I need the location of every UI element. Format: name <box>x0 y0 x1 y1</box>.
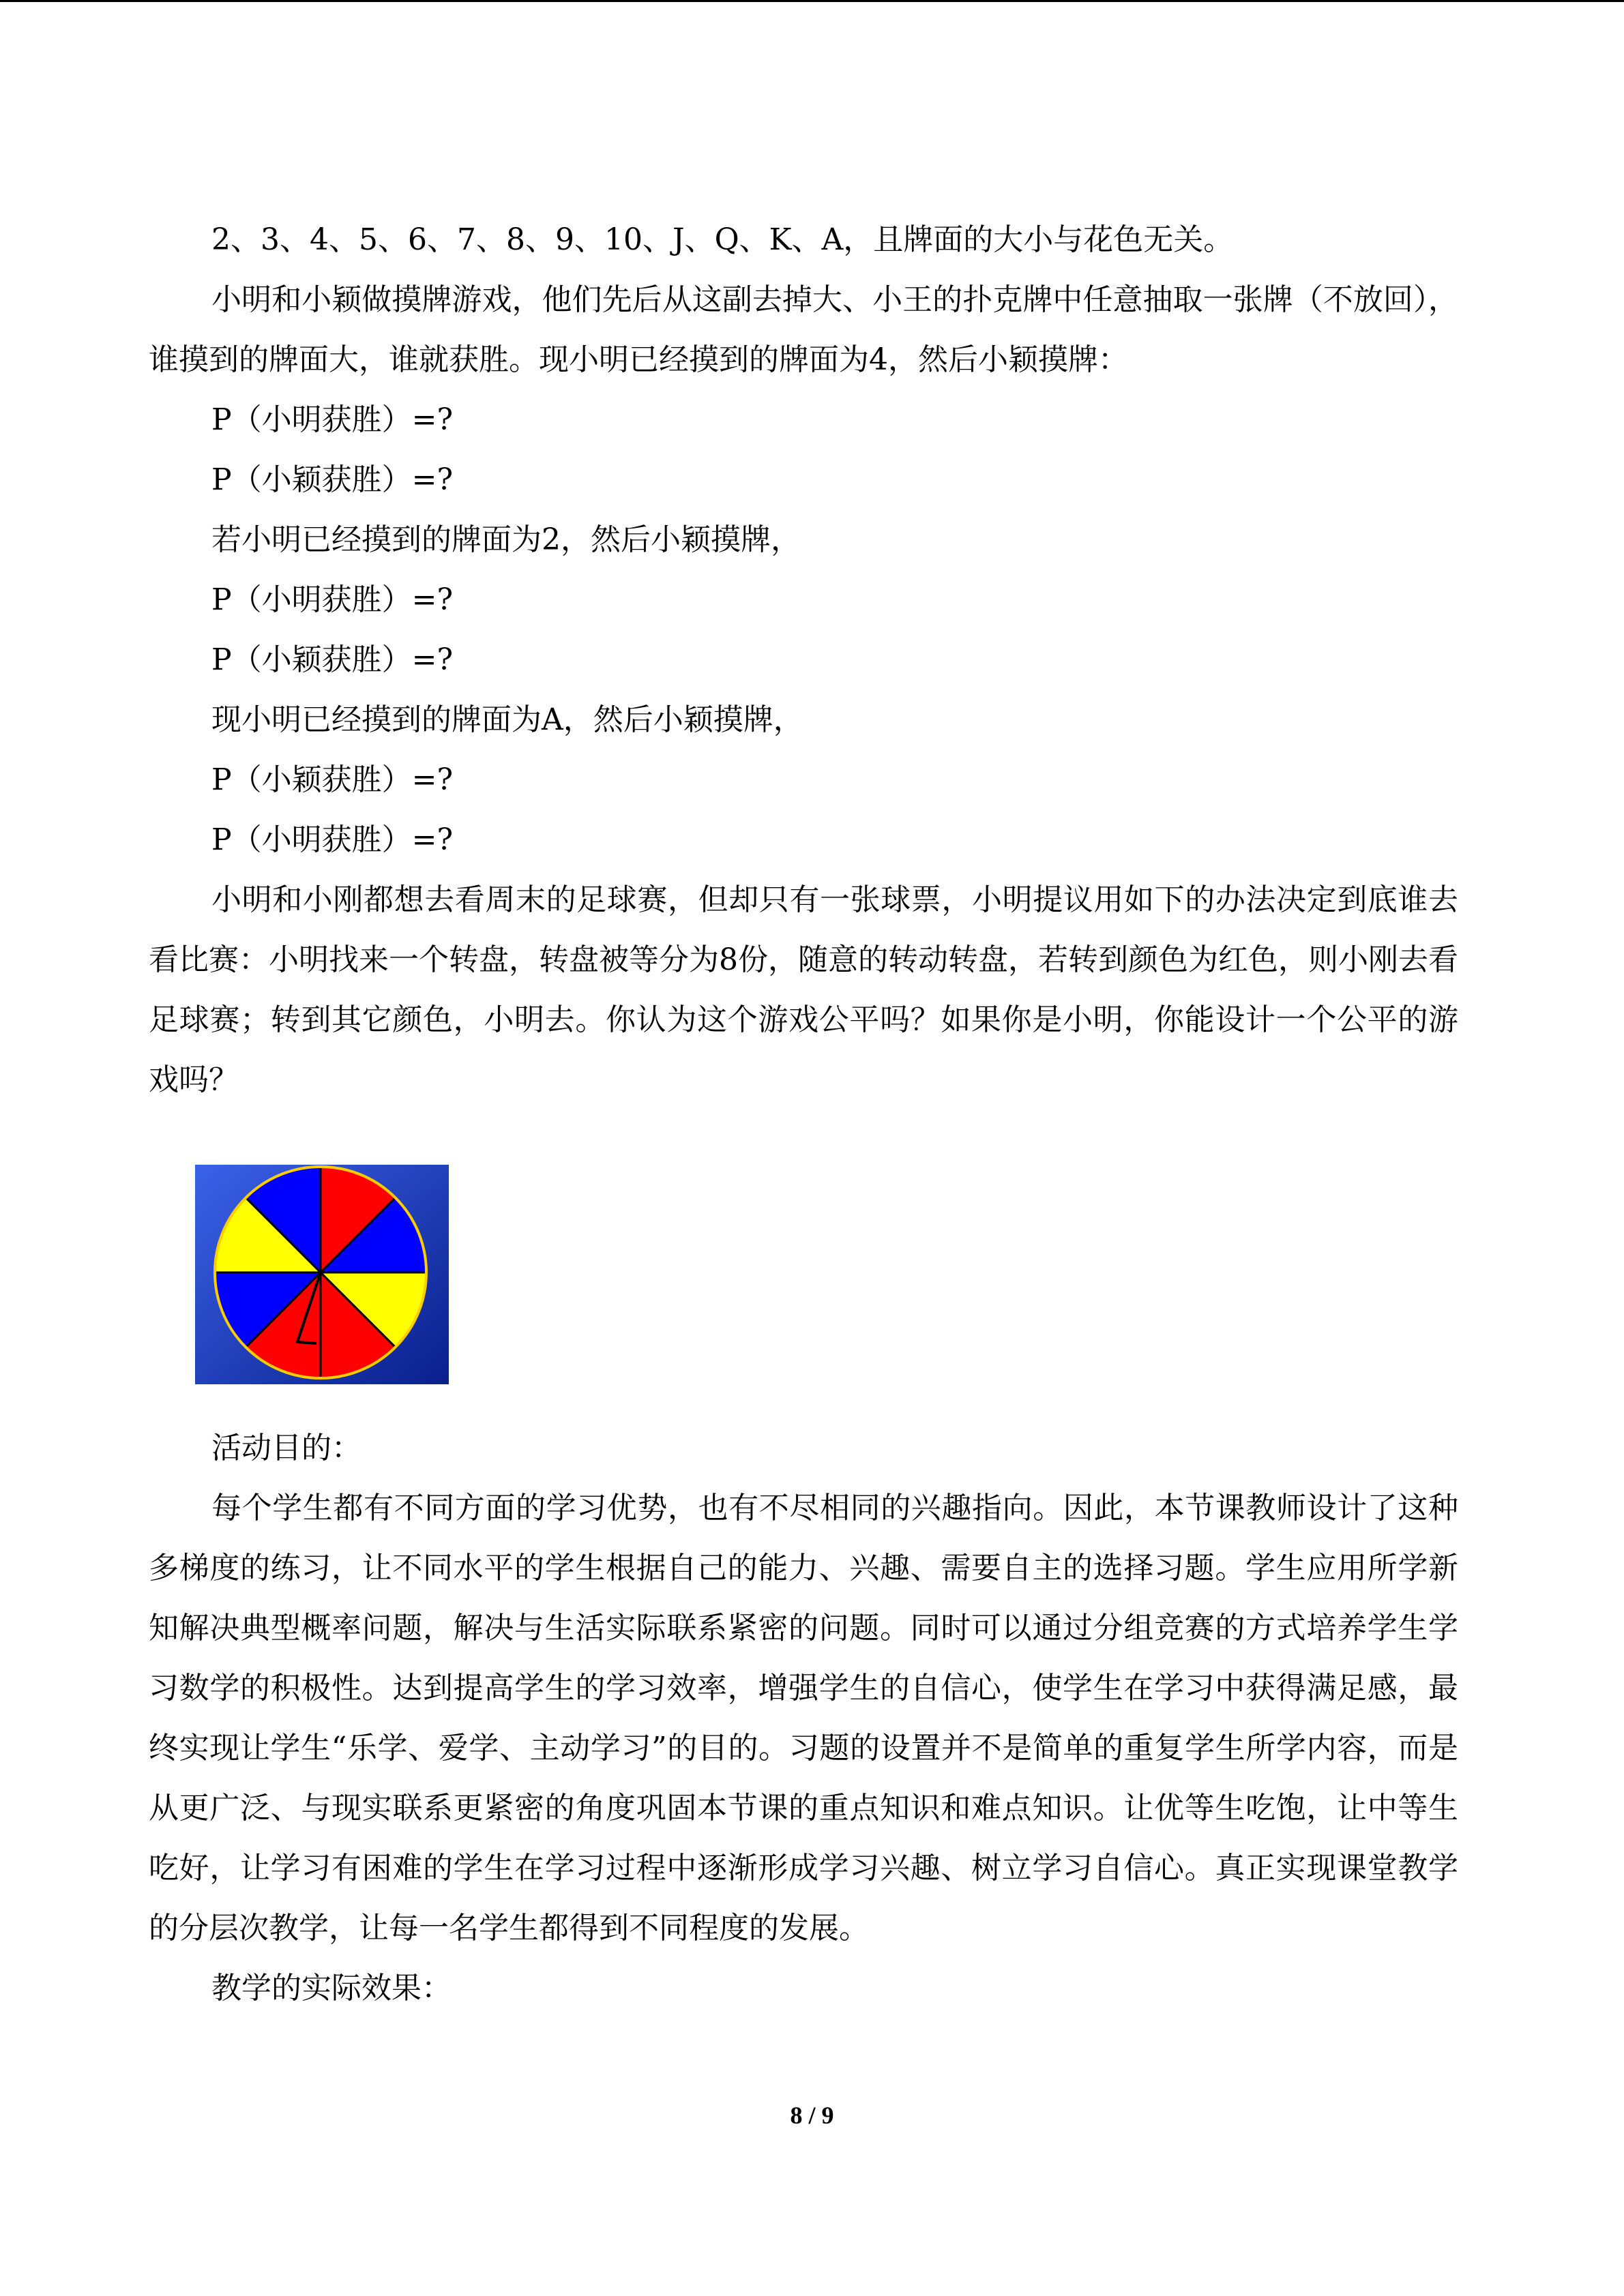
paragraph-activity-purpose: 每个学生都有不同方面的学习优势，也有不尽相同的兴趣指向。因此，本节课教师设计了这种多梯度的练习，让不同水平的学生根据自己的能力、兴趣、需要自主的选择习题。学生应用所学新知解决典型概率问题，解决与生活实际联系紧密的问题。同时可以通过分组竞赛的方式培养学生学习数学的积极性。达到提高学生的学习效率，增强学生的自信心，使学生在学习中获得满足感，最终实现让学生“乐学、爱学、主动学习”的目的。习题的设置并不是简单的重复学生所学内容，而是从更广泛、与现实联系更紧密的角度巩固本节课的重点知识和难点知识。让优等生吃饱，让中等生吃好，让学习有困难的学生在学习过程中逐渐形成学习兴趣、树立学习自信心。真正实现课堂教学的分层次教学，让每一名学生都得到不同程度的发展。 <box>149 1491 1459 1945</box>
question-xiaoying-win-2: P（小颖获胜）=? <box>211 642 454 677</box>
document-body <box>149 210 1458 2018</box>
spinner-figure <box>195 1165 449 1384</box>
paragraph-spinner-problem: 小明和小刚都想去看周末的足球赛，但却只有一张球票，小明提议用如下的办法决定到底谁去看比赛：小明找来一个转盘，转盘被等分为8份，随意的转动转盘，若转到颜色为红色，则小刚去看足球赛；转到其它颜色，小明去。你认为这个游戏公平吗？如果你是小明，你能设计一个公平的游戏吗？ <box>149 882 1458 1097</box>
question-xiaoming-win-2: P（小明获胜）=? <box>211 582 454 617</box>
paragraph-case-ace: 现小明已经摸到的牌面为A，然后小颖摸牌， <box>211 702 803 737</box>
heading-teaching-effect: 教学的实际效果： <box>211 1971 452 2006</box>
paragraph-card-game-intro: 小明和小颖做摸牌游戏，他们先后从这副去掉大、小王的扑克牌中任意抽取一张牌（不放回），谁摸到的牌面大，谁就获胜。现小明已经摸到的牌面为4，然后小颖摸牌： <box>149 282 1458 377</box>
question-xiaoming-win-1: P（小明获胜）=? <box>211 402 454 437</box>
paragraph-card-ranks: 2、3、4、5、6、7、8、9、10、J、Q、K、A，且牌面的大小与花色无关。 <box>211 222 1234 257</box>
spinner-wheel-icon <box>195 1165 449 1384</box>
paragraph-case-two: 若小明已经摸到的牌面为2，然后小颖摸牌， <box>211 522 801 557</box>
heading-activity-purpose: 活动目的： <box>211 1431 361 1465</box>
question-xiaoying-win-3: P（小颖获胜）=? <box>211 762 454 797</box>
question-xiaoying-win-1: P（小颖获胜）=? <box>211 462 454 497</box>
question-xiaoming-win-3: P（小明获胜）=? <box>211 822 454 857</box>
page-number: 8 / 9 <box>790 2102 834 2129</box>
top-border-line <box>0 0 1624 2</box>
